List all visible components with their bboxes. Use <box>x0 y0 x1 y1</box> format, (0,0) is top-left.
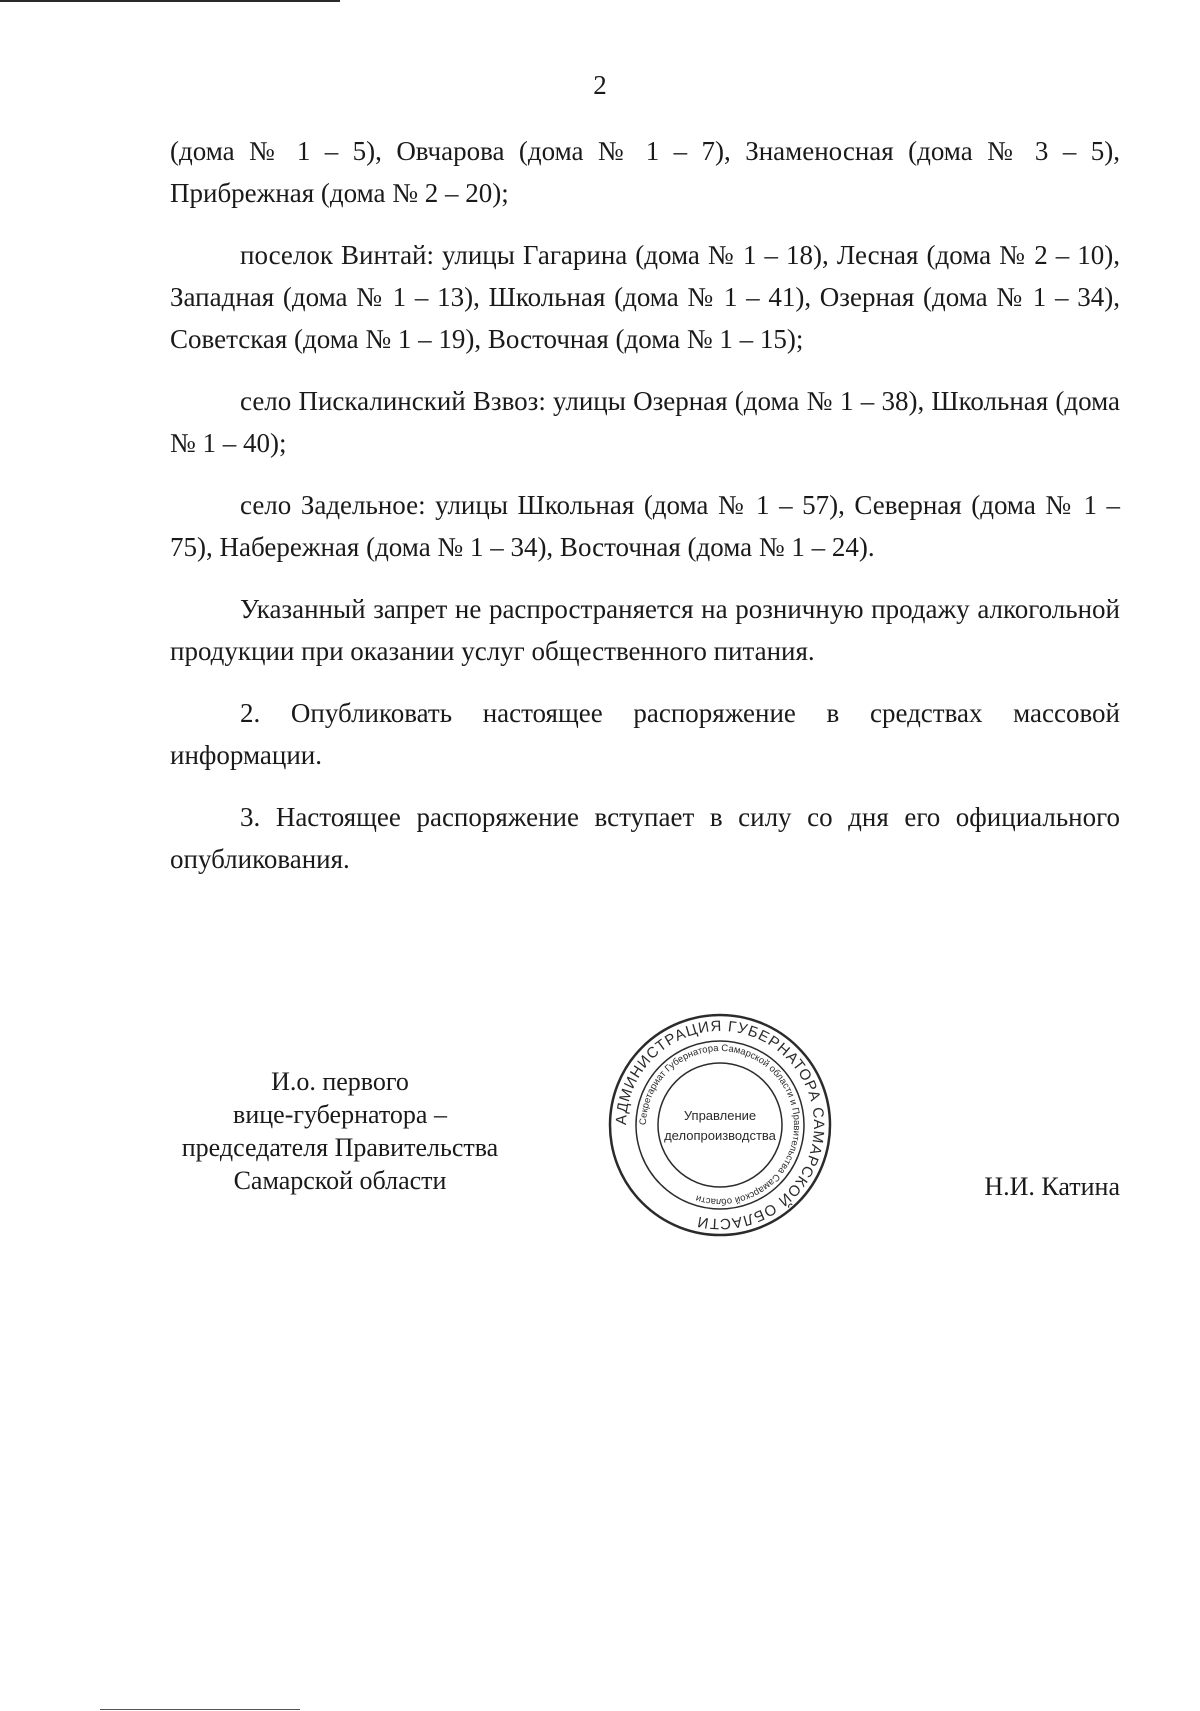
document-body <box>170 130 1120 900</box>
paragraph-zadelnoe: село Задельное: улицы Школьная (дома № 1 – 57), Северная (дома № 1 – 75), Набережная (дома № 1 – 34), Восточная (дома № 1 – 24). <box>170 490 1120 562</box>
stamp-inner-ring <box>658 1063 782 1187</box>
official-stamp <box>605 1010 835 1240</box>
paragraph-item-2: 2. Опубликовать настоящее распоряжение в средствах массовой информации. <box>170 698 1120 770</box>
stamp-outer-text-path: АДМИНИСТРАЦИЯ ГУБЕРНАТОРА САМАРСКОЙ ОБЛАСТИ <box>612 1017 828 1233</box>
scan-edge-top <box>0 0 340 2</box>
paragraph-item-3: 3. Настоящее распоряжение вступает в силу со дня его официального опубликования. <box>170 802 1120 874</box>
stamp-center-line-2: делопроизводства <box>664 1128 776 1143</box>
signatory-position-line: председателя Правительства <box>181 1133 499 1162</box>
paragraph-address-continuation: (дома № 1 – 5), Овчарова (дома № 1 – 7), Знаменосная (дома № 3 – 5), Прибрежная (дома № 2 – 20); <box>170 136 1120 208</box>
paragraph-piskalinsky-vzvoz: село Пискалинский Взвоз: улицы Озерная (дома № 1 – 38), Школьная (дома № 1 – 40); <box>170 386 1120 458</box>
paragraph-vintai: поселок Винтай: улицы Гагарина (дома № 1 – 18), Лесная (дома № 2 – 10), Западная (дома № 1 – 13), Школьная (дома № 1 – 41), Озерная (дома № 1 – 34), Советская (дома № 1 – 19), Восточная (дома № 1 – 15); <box>170 240 1120 354</box>
signatory-position-line: вице-губернатора – <box>233 1100 447 1129</box>
signatory-position <box>170 1065 510 1197</box>
stamp-middle-ring <box>636 1041 804 1209</box>
page-number: 2 <box>593 70 607 100</box>
signatory-position-line: Самарской области <box>233 1166 447 1195</box>
signatory-position-line: И.о. первого <box>271 1067 409 1096</box>
stamp-inner-text <box>638 1043 802 1207</box>
signatory-name: Н.И. Катина <box>984 1172 1120 1201</box>
scan-edge-bottom <box>100 1709 300 1710</box>
stamp-center-line-1: Управление <box>683 1108 757 1123</box>
stamp-inner-text-path: Секретариат Губернатора Самарской области и Правительства Самарской области <box>637 1042 803 1208</box>
paragraph-exception: Указанный запрет не распространяется на розничную продажу алкогольной продукции при оказании услуг общественного питания. <box>170 594 1120 666</box>
